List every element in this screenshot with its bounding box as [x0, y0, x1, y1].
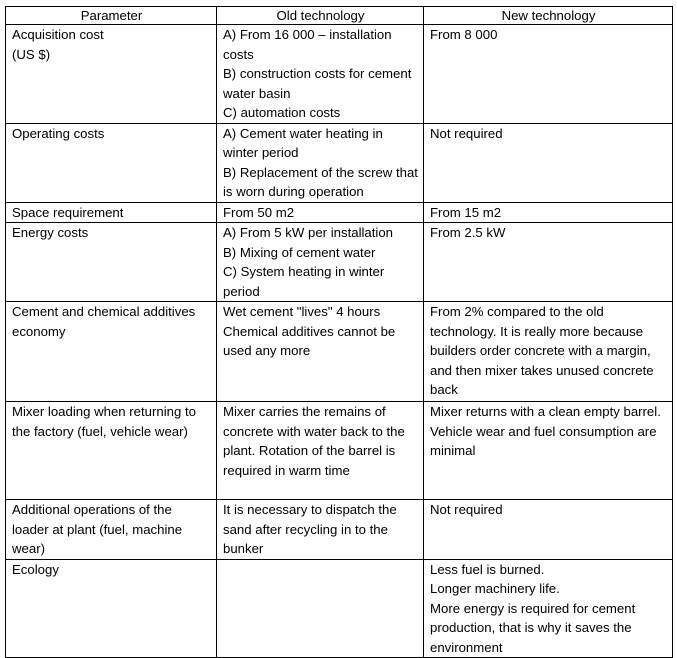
table-row — [6, 223, 673, 302]
cell-new: Not required — [424, 500, 673, 560]
cell-old: It is necessary to dispatch the sand after recycling in to the bunker — [217, 500, 424, 560]
cell-new: Mixer returns with a clean empty barrel. Vehicle wear and fuel consumption are minimal — [424, 402, 673, 500]
cell-parameter: Cement and chemical additives economy — [6, 302, 217, 402]
cell-old — [217, 559, 424, 658]
header-parameter: Parameter — [6, 7, 217, 25]
cell-old: From 50 m2 — [217, 202, 424, 223]
cell-new: From 8 000 — [424, 25, 673, 124]
cell-old: Wet cement "lives" 4 hours Chemical additives cannot be used any more — [217, 302, 424, 402]
cell-parameter: Space requirement — [6, 202, 217, 223]
cell-parameter: Acquisition cost (US $) — [6, 25, 217, 124]
table-row — [6, 402, 673, 500]
cell-old: A) Cement water heating in winter period B) Replacement of the screw that is worn during operation — [217, 123, 424, 202]
table-header-row — [6, 7, 673, 25]
table-row — [6, 123, 673, 202]
table-row — [6, 302, 673, 402]
table-row — [6, 559, 673, 658]
cell-new: Not required — [424, 123, 673, 202]
cell-parameter: Additional operations of the loader at plant (fuel, machine wear) — [6, 500, 217, 560]
comparison-table — [5, 6, 673, 658]
cell-parameter: Energy costs — [6, 223, 217, 302]
cell-parameter: Operating costs — [6, 123, 217, 202]
table-row — [6, 500, 673, 560]
cell-new: Less fuel is burned. Longer machinery life. More energy is required for cement production, that is why it saves the environment — [424, 559, 673, 658]
cell-old: Mixer carries the remains of concrete with water back to the plant. Rotation of the barrel is required in warm time — [217, 402, 424, 500]
table-row — [6, 25, 673, 124]
cell-new: From 2% compared to the old technology. It is really more because builders order concrete with a margin, and then mixer takes unused concrete back — [424, 302, 673, 402]
cell-parameter: Ecology — [6, 559, 217, 658]
cell-parameter: Mixer loading when returning to the factory (fuel, vehicle wear) — [6, 402, 217, 500]
cell-old: A) From 5 kW per installation B) Mixing of cement water C) System heating in winter period — [217, 223, 424, 302]
table-row — [6, 202, 673, 223]
header-new-technology: New technology — [424, 7, 673, 25]
cell-new: From 2.5 kW — [424, 223, 673, 302]
header-old-technology: Old technology — [217, 7, 424, 25]
cell-new: From 15 m2 — [424, 202, 673, 223]
cell-old: A) From 16 000 – installation costs B) construction costs for cement water basin C) automation costs — [217, 25, 424, 124]
